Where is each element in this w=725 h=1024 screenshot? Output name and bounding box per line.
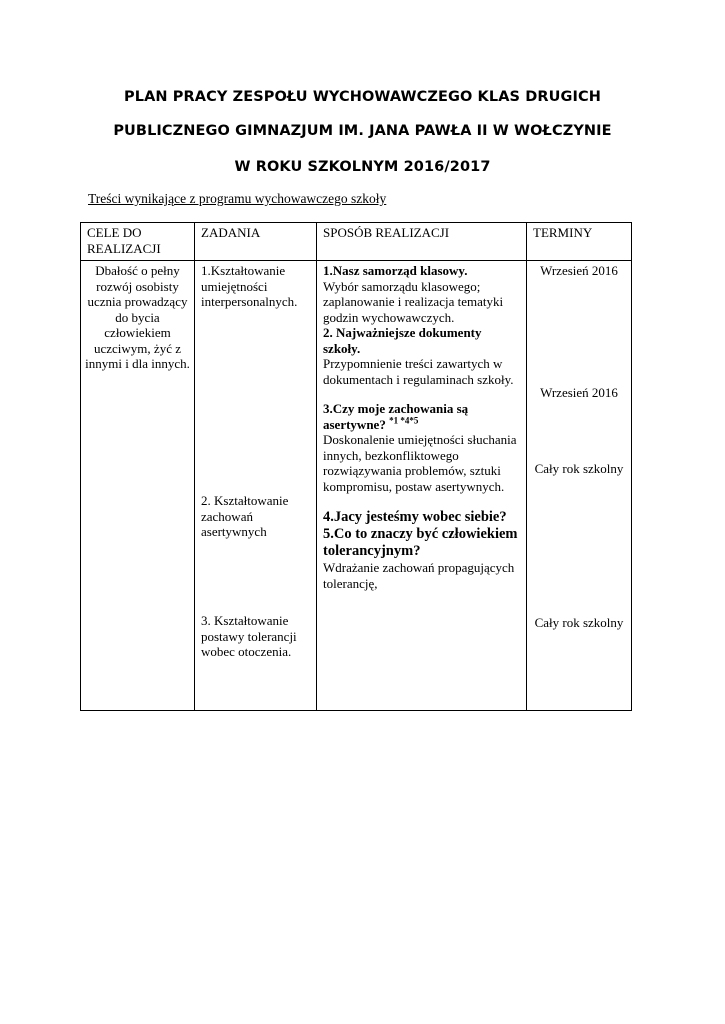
sposob-cell	[317, 261, 527, 711]
column-header-zadania: ZADANIA	[195, 223, 317, 261]
sposob-1-text: Wybór samorządu klasowego; zaplanowanie i realizacja tematyki godzin wychowawczych.	[323, 278, 504, 325]
sposob-2-title: 2. Najważniejsze dokumenty szkoły.	[323, 325, 482, 356]
termin-2: Wrzesień 2016	[540, 385, 618, 400]
sposob-5-text: Wdrażanie zachowań propagujących tolerancję,	[323, 560, 515, 591]
document-title-line-3: W ROKU SZKOLNYM 2016/2017	[234, 159, 491, 175]
zadanie-3: 3. Kształtowanie postawy tolerancji wobec otoczenia.	[201, 613, 297, 659]
termin-3: Cały rok szkolny	[534, 461, 624, 476]
sposob-2-text: Przypomnienie treści zawartych w dokumentach i regulaminach szkoły.	[323, 356, 514, 387]
termin-1: Wrzesień 2016	[540, 263, 618, 278]
document-title-line-1: PLAN PRACY ZESPOŁU WYCHOWAWCZEGO KLAS DRUGICH	[124, 89, 601, 105]
termin-4: Cały rok szkolny	[534, 615, 624, 630]
plan-table	[80, 222, 632, 711]
column-header-sposob: SPOSÓB REALIZACJI	[317, 223, 527, 261]
zadania-cell	[195, 261, 317, 711]
sposob-4-title: 4.Jacy jesteśmy wobec siebie?	[323, 509, 507, 525]
sposob-3-title-wrap	[323, 401, 520, 432]
terminy-cell	[527, 261, 632, 711]
cele-cell: Dbałość o pełny rozwój osobisty ucznia prowadzący do bycia człowiekiem uczciwym, żyć z innymi i dla innych.	[81, 261, 195, 711]
table-row	[81, 261, 632, 711]
sposob-5-title: 5.Co to znaczy być człowiekiem tolerancyjnym?	[323, 526, 518, 559]
column-header-terminy: TERMINY	[527, 223, 632, 261]
column-header-cele: CELE DO REALIZACJI	[81, 223, 195, 261]
sposob-3-footnote: *1 *4*5	[389, 415, 419, 426]
intro-text: Treści wynikające z programu wychowawczego szkoły	[88, 191, 387, 206]
document-title-line-2: PUBLICZNEGO GIMNAZJUM IM. JANA PAWŁA II W WOŁCZYNIE	[113, 123, 612, 139]
zadanie-2: 2. Kształtowanie zachowań asertywnych	[201, 493, 289, 539]
sposob-1-title: 1.Nasz samorząd klasowy.	[323, 263, 468, 278]
zadanie-1: 1.Kształtowanie umiejętności interpersonalnych.	[201, 263, 298, 309]
sposob-3-title: 3.Czy moje zachowania są asertywne?	[323, 401, 469, 432]
table-header-row	[81, 223, 632, 261]
sposob-3-text: Doskonalenie umiejętności słuchania innych, bezkonfliktowego rozwiązywania problemów, sztuki kompromisu, postaw asertywnych.	[323, 432, 517, 494]
